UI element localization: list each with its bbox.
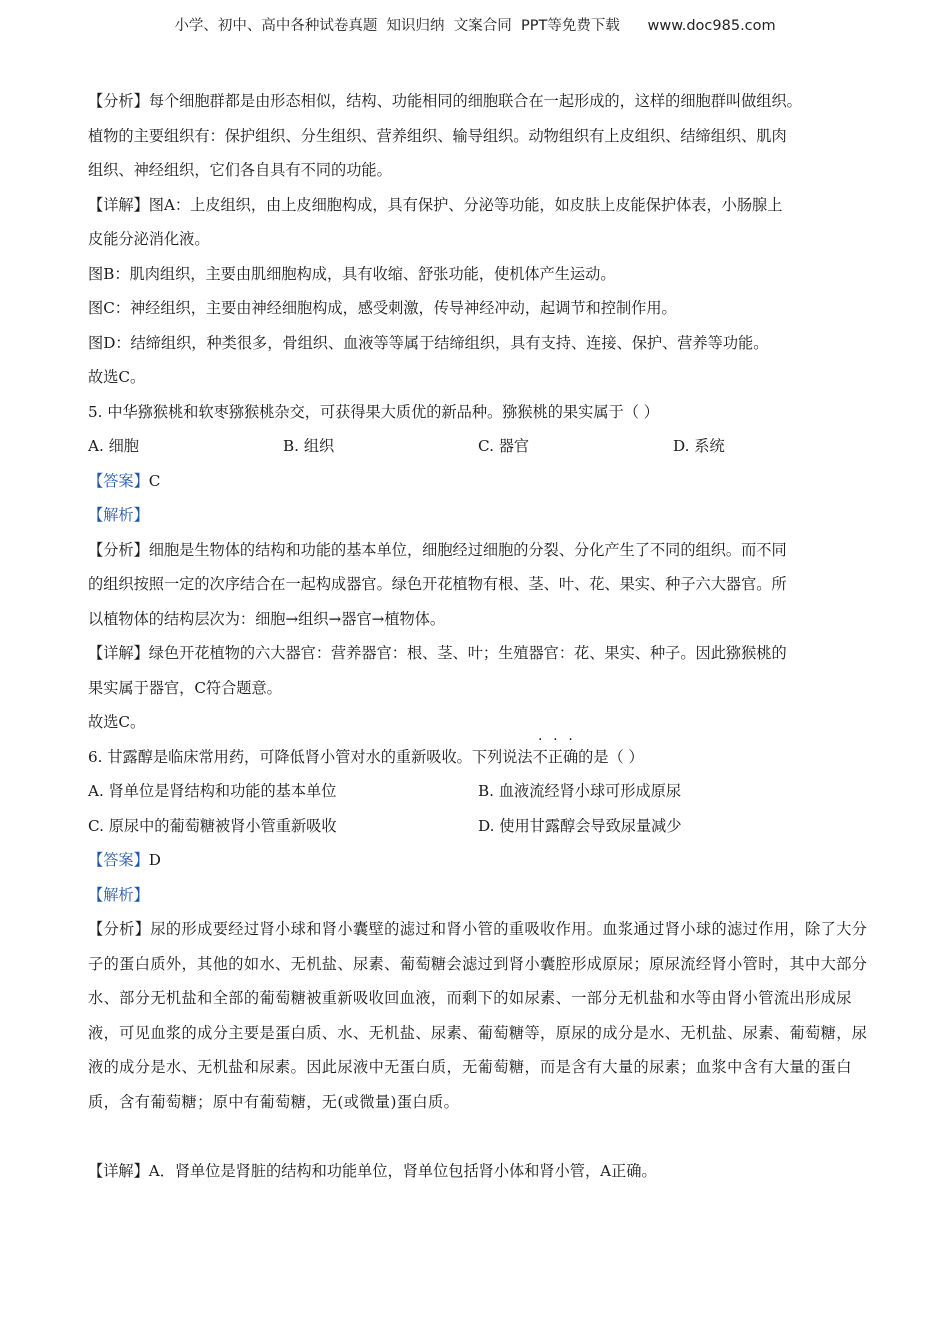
q5-stem: 5. 中华猕猴桃和软枣猕猴桃杂交，可获得果大质优的新品种。猕猴桃的果实属于（ ） — [88, 402, 659, 421]
q6-options-row-1 — [88, 774, 878, 809]
q4-detail-line-2: 皮能分泌消化液。 — [88, 230, 210, 248]
q6-option-c: C. 原尿中的葡萄糖被肾小管重新吸收 — [88, 816, 337, 835]
q5-option-a: A. 细胞 — [88, 437, 139, 455]
q4-detail-c: 图C：神经组织，主要由神经细胞构成，感受刺激，传导神经冲动，起调节和控制作用。 — [88, 299, 677, 317]
page-header: 小学、初中、高中各种试卷真题 知识归纳 文案合同 PPT等免费下载 www.doc985.com — [174, 18, 776, 34]
q6-stem-before: 6. 甘露醇是临床常用药，可降低肾小管对水的重新吸收。下列说法 — [88, 747, 533, 766]
q4-conclusion: 故选C。 — [88, 368, 146, 386]
q6-detail-a: 【详解】A．肾单位是肾脏的结构和功能单位，肾单位包括肾小体和肾小管，A正确。 — [88, 1161, 657, 1180]
q6-option-a: A. 肾单位是肾结构和功能的基本单位 — [88, 782, 337, 800]
q6-answer-value: D — [148, 851, 161, 869]
q6-stem — [88, 740, 878, 775]
q5-answer-tag: 【答案】 — [88, 471, 149, 490]
q5-option-d: D. 系统 — [673, 437, 725, 455]
q5-analysis-line-3: 以植物体的结构层次为：细胞→组织→器官→植物体。 — [88, 609, 446, 628]
q5-analysis-line-1: 【分析】细胞是生物体的结构和功能的基本单位，细胞经过细胞的分裂、分化产生了不同的组织。而不同 — [88, 540, 787, 559]
q5-option-c: C. 器官 — [478, 437, 530, 455]
q4-detail-d: 图D：结缔组织，种类很多，骨组织、血液等等属于结缔组织，具有支持、连接、保护、营养等功能。 — [88, 333, 769, 352]
q5-jiexi-tag: 【解析】 — [88, 506, 149, 524]
q6-emphasis-char-1: 不 — [532, 747, 548, 766]
q6-analysis-paragraph: 【分析】尿的形成要经过肾小球和肾小囊壁的滤过和肾小管的重吸收作用。血浆通过肾小球的滤过作用，除了大分子的蛋白质外，其他的如水、无机盐、尿素、葡萄糖会滤过到肾小囊腔形成原尿；原尿流经肾小管时，其中大部分水、部分无机盐和全部的葡萄糖被重新吸收回血液，而剩下的如尿素、一部分无机盐和水等由肾小管流出形成尿液，可见血浆的成分主要是蛋白质、水、无机盐、尿素、葡萄糖等，原尿的成分是水、无机盐、尿素、葡萄糖，尿液的成分是水、无机盐和尿素。因此尿液中无蛋白质，无葡萄糖，而是含有大量的尿素；血浆中含有大量的蛋白质，含有葡萄糖；原中有葡萄糖，无(或微量)蛋白质。 — [88, 920, 868, 1111]
q5-conclusion: 故选C。 — [88, 713, 146, 731]
q6-answer — [88, 843, 878, 878]
q4-detail-line-1: 【详解】图A：上皮组织，由上皮细胞构成，具有保护、分泌等功能，如皮肤上皮能保护体表，小肠腺上 — [88, 195, 783, 214]
q6-options-row-2 — [88, 809, 878, 844]
q6-stem-after: 的是（ ） — [578, 747, 644, 766]
q4-analysis-line-3: 组织、神经组织，它们各自具有不同的功能。 — [88, 161, 392, 179]
q6-emphasis-char-2: 正 — [547, 747, 563, 766]
q4-detail-b: 图B：肌肉组织，主要由肌细胞构成，具有收缩、舒张功能，使机体产生运动。 — [88, 264, 616, 283]
document-body — [88, 84, 878, 1188]
q5-detail-line-1: 【详解】绿色开花植物的六大器官：营养器官：根、茎、叶；生殖器官：花、果实、种子。因此猕猴桃的 — [88, 644, 787, 662]
q5-answer-value: C — [148, 471, 161, 490]
q5-detail-line-2: 果实属于器官，C符合题意。 — [88, 678, 282, 697]
q5-analysis-line-2: 的组织按照一定的次序结合在一起构成器官。绿色开花植物有根、茎、叶、花、果实、种子六大器官。所 — [88, 575, 787, 593]
q6-emphasis-char-3: 确 — [562, 747, 579, 766]
q6-answer-tag: 【答案】 — [88, 851, 149, 869]
paragraph-gap — [88, 1119, 878, 1154]
q5-options — [88, 429, 878, 464]
q4-analysis-line-2: 植物的主要组织有：保护组织、分生组织、营养组织、输导组织。动物组织有上皮组织、结缔组织、肌肉 — [88, 126, 787, 145]
q4-analysis-line-1: 【分析】每个细胞群都是由形态相似，结构、功能相同的细胞联合在一起形成的，这样的细胞群叫做组织。 — [88, 92, 802, 110]
q5-option-b: B. 组织 — [283, 437, 335, 455]
q6-jiexi-tag: 【解析】 — [88, 885, 149, 904]
q6-option-b: B. 血液流经肾小球可形成原尿 — [478, 782, 682, 800]
q6-option-d: D. 使用甘露醇会导致尿量减少 — [478, 816, 682, 835]
q5-answer — [88, 464, 878, 499]
